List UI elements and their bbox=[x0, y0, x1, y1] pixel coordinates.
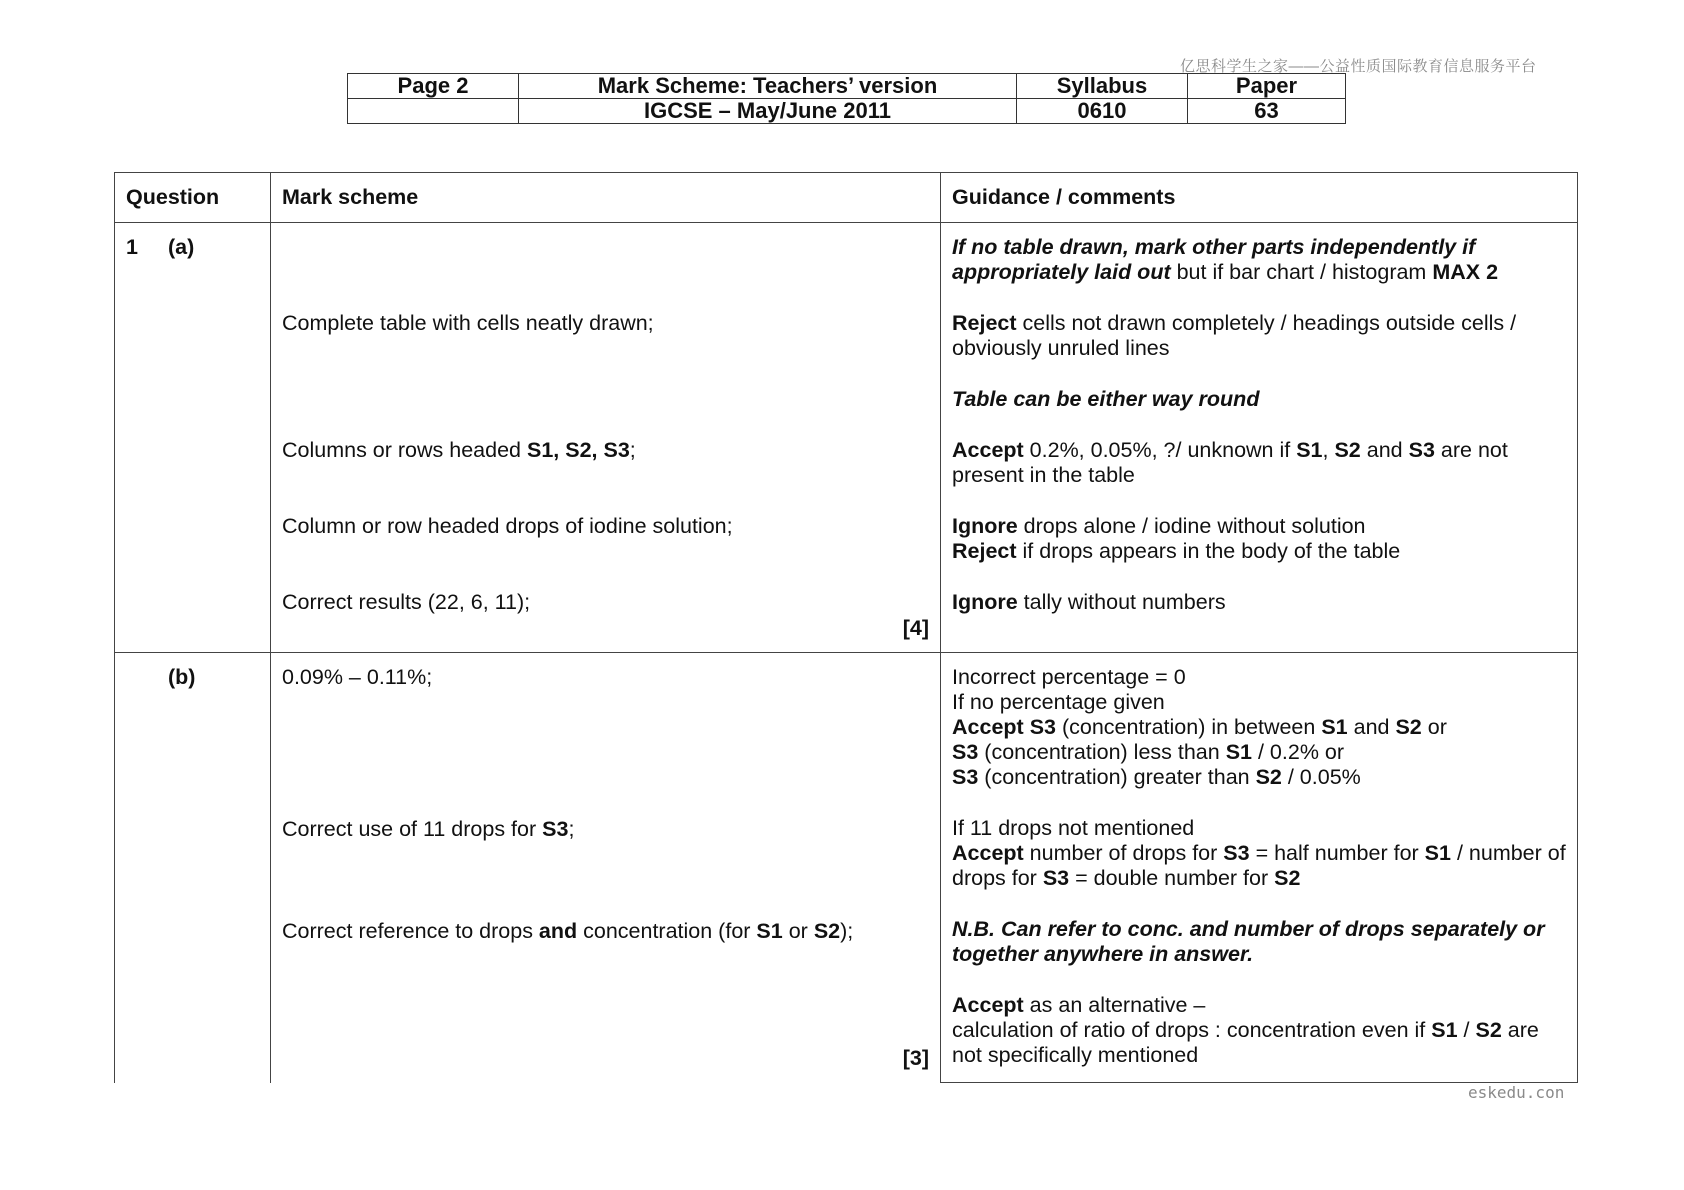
question-label-1a bbox=[115, 223, 270, 260]
syllabus-label: Syllabus bbox=[1017, 74, 1188, 99]
column-header-question: Question bbox=[126, 185, 220, 209]
guidance-note: If 11 drops not mentioned Accept number of drops for S3 = half number for S1 / number of drops for S3 = double number for S2 bbox=[952, 816, 1566, 890]
mark-point: Correct results (22, 6, 11); bbox=[282, 590, 531, 614]
mark-point: 0.09% – 0.11%; bbox=[282, 665, 433, 689]
guidance-note: Accept as an alternative – calculation of ratio of drops : concentration even if S1 / S2 are not specifically mentioned bbox=[952, 993, 1539, 1067]
guidance-note: Accept 0.2%, 0.05%, ?/ unknown if S1, S2 and S3 are not present in the table bbox=[952, 438, 1508, 487]
guidance-note: N.B. Can refer to conc. and number of drops separately or together anywhere in answer. bbox=[952, 917, 1545, 966]
table-row-q1b bbox=[115, 653, 1578, 1083]
guidance-note: Ignore tally without numbers bbox=[952, 590, 1226, 614]
document-title: Mark Scheme: Teachers’ version bbox=[519, 74, 1017, 99]
watermark-top: 亿思科学生之家——公益性质国际教育信息服务平台 bbox=[1180, 58, 1537, 75]
question-part: (b) bbox=[168, 665, 196, 689]
marks-total: [3] bbox=[902, 1046, 929, 1070]
guidance-note: Incorrect percentage = 0 If no percentage given Accept S3 (concentration) in between S1 and S2 or S3 (concentration) less than S1 / 0.2% or S3 (concentration) greater than S2 / 0.05% bbox=[952, 665, 1447, 789]
document-header bbox=[347, 73, 1346, 124]
mark-point: Column or row headed drops of iodine solution; bbox=[282, 514, 733, 538]
mark-point: Columns or rows headed S1, S2, S3; bbox=[282, 438, 636, 462]
header-empty-cell bbox=[348, 99, 519, 124]
watermark-bottom: eskedu.con bbox=[1468, 1083, 1565, 1102]
column-header-guidance: Guidance / comments bbox=[952, 185, 1176, 209]
guidance-note: If no table drawn, mark other parts independently if appropriately laid out but if bar chart / histogram MAX 2 bbox=[952, 235, 1499, 284]
paper-label: Paper bbox=[1188, 74, 1346, 99]
mark-point: Complete table with cells neatly drawn; bbox=[282, 311, 654, 335]
guidance-note: Table can be either way round bbox=[952, 387, 1260, 411]
column-header-mark-scheme: Mark scheme bbox=[282, 185, 419, 209]
question-number: 1 bbox=[126, 235, 138, 259]
paper-number: 63 bbox=[1188, 99, 1346, 124]
guidance-note: Reject cells not drawn completely / headings outside cells / obviously unruled lines bbox=[952, 311, 1517, 360]
mark-point: Correct use of 11 drops for S3; bbox=[282, 817, 575, 841]
table-header-row bbox=[115, 173, 1578, 223]
question-part: (a) bbox=[168, 235, 195, 259]
guidance-note: Ignore drops alone / iodine without solution Reject if drops appears in the body of the table bbox=[952, 514, 1401, 563]
question-label-1b bbox=[115, 653, 270, 690]
mark-point: Correct reference to drops and concentration (for S1 or S2); bbox=[282, 919, 854, 943]
marks-total: [4] bbox=[902, 616, 929, 640]
syllabus-code: 0610 bbox=[1017, 99, 1188, 124]
exam-session: IGCSE – May/June 2011 bbox=[519, 99, 1017, 124]
page-number: Page 2 bbox=[348, 74, 519, 99]
table-row-q1a bbox=[115, 223, 1578, 653]
mark-scheme-table bbox=[114, 172, 1578, 1083]
